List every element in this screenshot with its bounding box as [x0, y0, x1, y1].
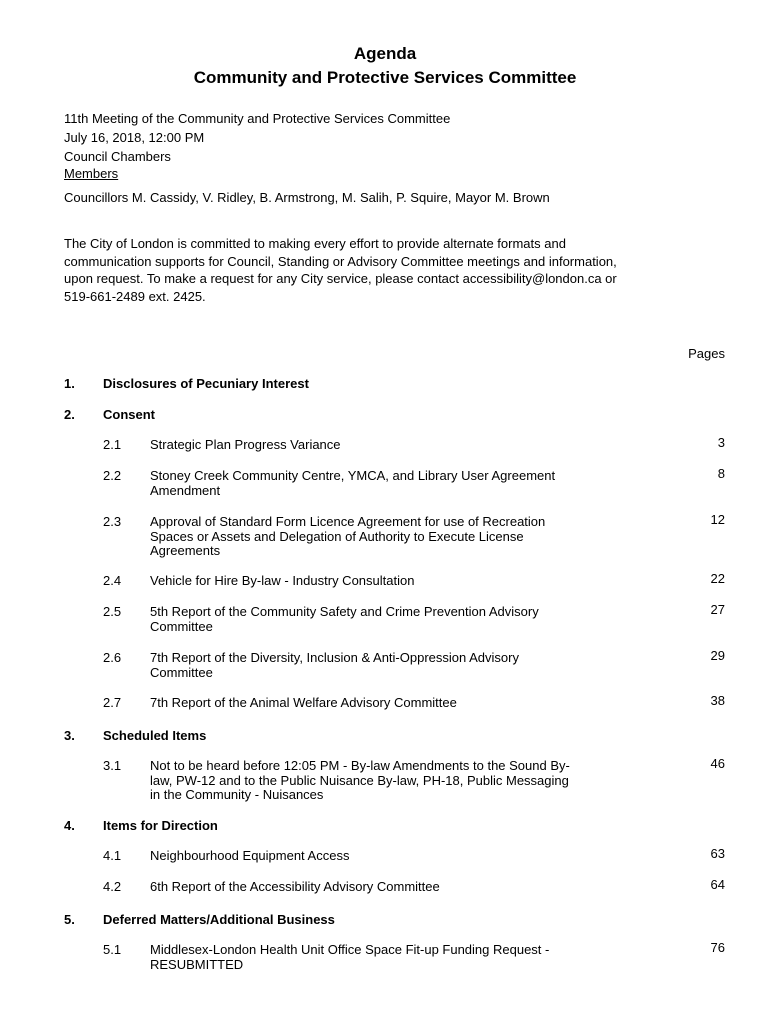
section-label: Disclosures of Pecuniary Interest	[103, 376, 309, 391]
item-label	[150, 438, 650, 453]
section-number: 2.	[64, 407, 75, 422]
committee-title: Community and Protective Services Committee	[193, 68, 577, 87]
section-number: 4.	[64, 818, 75, 833]
members-heading: Members	[64, 166, 119, 181]
item-label-line: Not to be heard before 12:05 PM - By-law Amendments to the Sound By-	[150, 758, 570, 773]
item-label-line: Amendment	[150, 482, 221, 498]
item-label	[150, 605, 650, 634]
item-page-number: 3	[717, 435, 725, 450]
item-number: 4.1	[103, 848, 122, 863]
item-label-line: Strategic Plan Progress Variance	[150, 437, 341, 452]
item-label-line: RESUBMITTED	[150, 956, 244, 972]
item-page-number: 29	[710, 648, 725, 663]
item-number: 2.4	[103, 573, 122, 588]
item-label	[150, 515, 650, 559]
section-number: 1.	[64, 376, 75, 391]
item-page-number: 12	[710, 512, 725, 527]
notice-line: The City of London is committed to making every effort to provide alternate formats and	[64, 236, 566, 251]
item-number: 2.2	[103, 468, 122, 483]
item-label-line: Spaces or Assets and Delegation of Authority to Execute License	[150, 528, 524, 544]
item-label-line: 7th Report of the Diversity, Inclusion & Anti-Oppression Advisory	[150, 650, 519, 665]
item-number: 2.5	[103, 604, 122, 619]
section-number: 3.	[64, 728, 75, 743]
item-label-line: Committee	[150, 618, 213, 634]
notice-line: 519-661-2489 ext. 2425.	[64, 288, 206, 304]
item-label-line: Vehicle for Hire By-law - Industry Consultation	[150, 573, 415, 588]
item-label	[150, 651, 650, 680]
section-label: Items for Direction	[103, 818, 218, 833]
meeting-name: 11th Meeting of the Community and Protective Services Committee	[64, 111, 451, 126]
item-page-number: 8	[717, 466, 725, 481]
item-label-line: 5th Report of the Community Safety and Crime Prevention Advisory	[150, 604, 539, 619]
section-label: Deferred Matters/Additional Business	[103, 912, 335, 927]
item-label	[150, 469, 650, 498]
item-label	[150, 759, 650, 803]
item-number: 2.6	[103, 650, 122, 665]
pages-column-label: Pages	[688, 346, 725, 361]
item-label-line: Approval of Standard Form Licence Agreement for use of Recreation	[150, 514, 546, 529]
section-label: Consent	[103, 407, 155, 422]
item-number: 2.3	[103, 514, 122, 529]
item-number: 5.1	[103, 942, 122, 957]
notice-line: communication supports for Council, Standing or Advisory Committee meetings and information,	[64, 253, 617, 269]
item-label	[150, 574, 650, 589]
item-page-number: 38	[710, 693, 725, 708]
section-label: Scheduled Items	[103, 728, 207, 743]
accessibility-notice	[64, 235, 724, 305]
item-page-number: 76	[710, 940, 725, 955]
item-label-line: in the Community - Nuisances	[150, 787, 324, 802]
item-page-number: 63	[710, 846, 725, 861]
section-number: 5.	[64, 912, 75, 927]
item-number: 2.7	[103, 695, 122, 710]
item-page-number: 27	[710, 602, 725, 617]
item-page-number: 64	[710, 877, 725, 892]
meeting-location: Council Chambers	[64, 149, 171, 164]
item-label	[150, 943, 650, 972]
item-page-number: 46	[710, 756, 725, 771]
meeting-datetime: July 16, 2018, 12:00 PM	[64, 130, 205, 145]
agenda-title: Agenda	[353, 44, 417, 63]
item-page-number: 22	[710, 571, 725, 586]
item-label-line: 6th Report of the Accessibility Advisory Committee	[150, 879, 440, 894]
item-label-line: Middlesex-London Health Unit Office Space Fit-up Funding Request -	[150, 942, 550, 957]
item-number: 3.1	[103, 758, 122, 773]
item-label	[150, 696, 650, 711]
item-label-line: Stoney Creek Community Centre, YMCA, and Library User Agreement	[150, 468, 556, 483]
item-label	[150, 849, 650, 864]
item-label-line: 7th Report of the Animal Welfare Advisory Committee	[150, 695, 457, 710]
notice-line: upon request. To make a request for any City service, please contact accessibility@london.ca or	[64, 271, 617, 286]
item-number: 2.1	[103, 437, 122, 452]
item-label-line: Neighbourhood Equipment Access	[150, 848, 350, 863]
item-label-line: law, PW-12 and to the Public Nuisance By-law, PH-18, Public Messaging	[150, 772, 569, 788]
item-number: 4.2	[103, 879, 122, 894]
item-label-line: Agreements	[150, 543, 221, 558]
members-list: Councillors M. Cassidy, V. Ridley, B. Armstrong, M. Salih, P. Squire, Mayor M. Brown	[64, 190, 550, 205]
item-label-line: Committee	[150, 664, 213, 680]
item-label	[150, 880, 650, 895]
